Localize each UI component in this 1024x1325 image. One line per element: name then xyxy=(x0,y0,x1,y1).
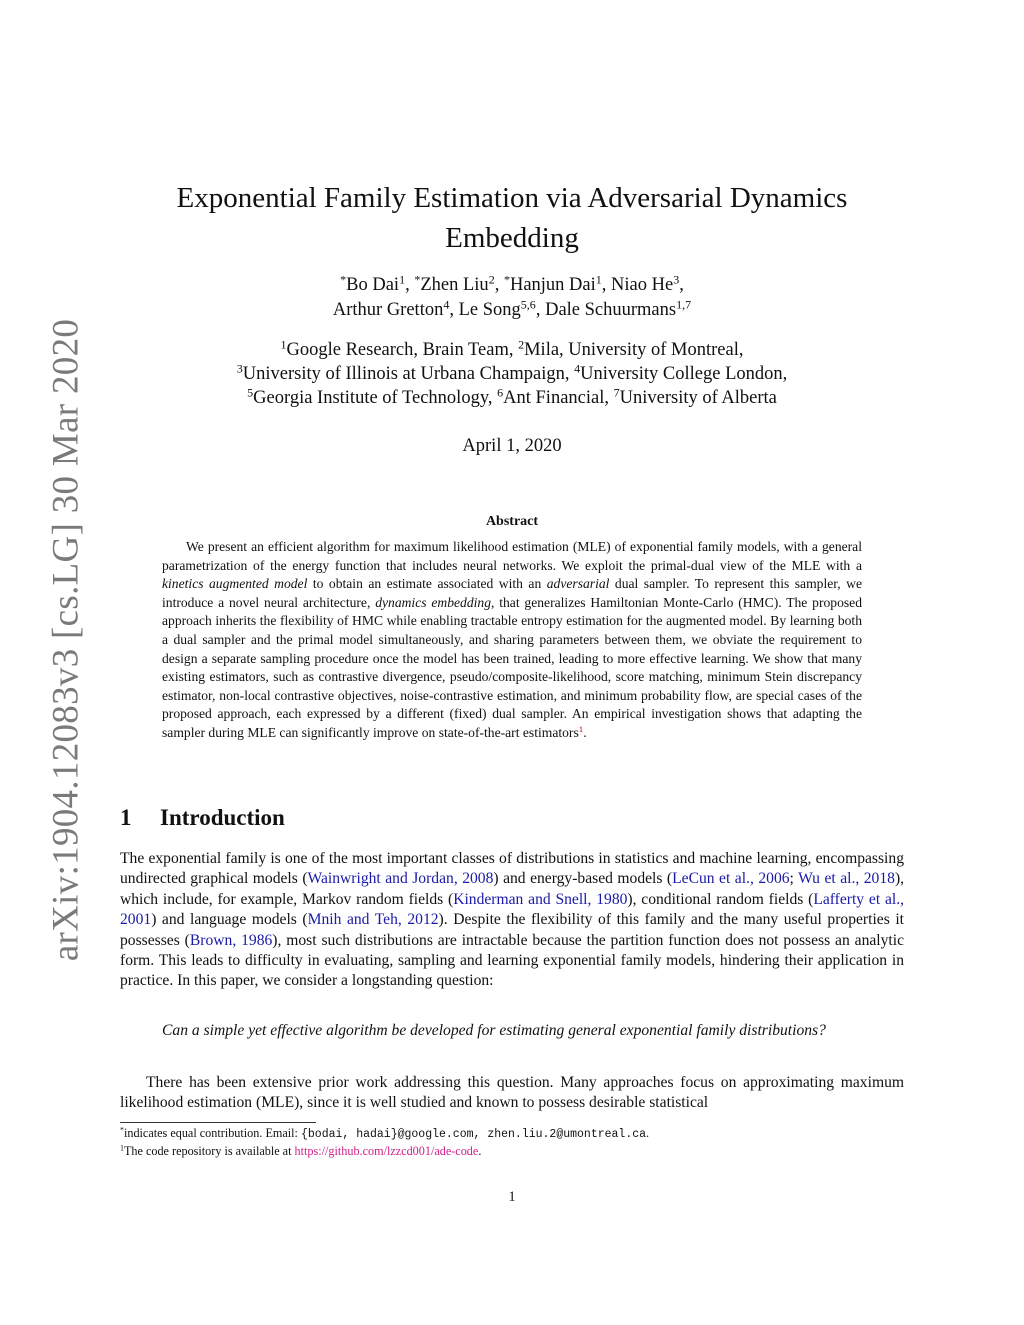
affiliation-number: 3 xyxy=(236,361,243,376)
citation-year: 2001 xyxy=(120,911,152,929)
footnotes xyxy=(120,1125,904,1159)
citation-year: 2006 xyxy=(758,870,790,888)
affiliation-number: 6 xyxy=(497,385,504,400)
body-text: ) and energy-based models ( xyxy=(493,870,673,888)
citation-year: 2018 xyxy=(863,870,895,888)
citation-link[interactable]: Wu et al., 2018 xyxy=(798,870,895,888)
citation-author: Mnih and Teh xyxy=(307,911,398,929)
abstract-text: dual sampler. To represent this sampler, we introduce a novel neural architecture, xyxy=(162,576,862,610)
author-name: Bo Dai xyxy=(346,275,400,295)
affiliation-name: University College London xyxy=(580,364,783,384)
citation-author: LeCun et al. xyxy=(672,870,750,888)
footnote-code-repository xyxy=(120,1143,904,1159)
author-name: Le Song xyxy=(458,300,521,320)
citation-link[interactable]: Kinderman and Snell, 1980 xyxy=(453,890,628,908)
citation-link[interactable]: Lafferty et al., 2001 xyxy=(120,890,905,929)
author-name: Arthur Gretton xyxy=(332,300,444,320)
affiliation-name: Ant Financial xyxy=(503,388,605,408)
author-name: Niao He xyxy=(611,275,674,295)
email-addresses: {bodai, hadai}@google.com, zhen.liu.2@umontreal.ca xyxy=(300,1128,647,1141)
research-question: Can a simple yet effective algorithm be developed for estimating general exponential family distributions? xyxy=(162,1022,826,1039)
footnote-text: . xyxy=(646,1126,650,1140)
abstract-text: We present an efficient algorithm for maximum likelihood estimation (MLE) of exponential family models, with a general parametrization of the energy function that includes neural networks. We exploit the primal-dual view of the MLE with a xyxy=(162,539,862,573)
body-text: The exponential family is one of the most important classes of distributions in statistics and machine learning, encompassing undirected graphical models ( xyxy=(120,850,904,888)
abstract-heading: Abstract xyxy=(485,514,539,529)
citation-year: 2008 xyxy=(462,870,494,888)
body-text: ), most such distributions are intractable because the partition function does not possess an analytic form. This leads to difficulty in evaluating, sampling and learning exponential family models, hindering their application in practice. In this paper, we consider a longstanding question: xyxy=(120,931,904,990)
author-list xyxy=(120,273,904,323)
affiliation-mark: 1,7 xyxy=(676,297,692,312)
affiliation-number: 7 xyxy=(613,385,620,400)
body-text: ), which include, for example, Markov random fields ( xyxy=(120,870,905,908)
author-name: Hanjun Dai xyxy=(509,275,596,295)
footnote-text: . xyxy=(478,1144,482,1158)
footnote-mark: * xyxy=(120,1125,124,1135)
citation-author: Wu et al. xyxy=(798,870,856,888)
affiliation-mark: 2 xyxy=(488,272,495,287)
author-name: Zhen Liu xyxy=(420,275,489,295)
affiliation-mark: 5,6 xyxy=(520,297,536,312)
abstract-paragraph xyxy=(162,538,862,743)
affiliation-mark: 1 xyxy=(399,272,406,287)
body-text: ). Despite the flexibility of this family and the many useful properties it possesses ( xyxy=(120,911,904,949)
section-number: 1 xyxy=(120,805,132,830)
abstract-text: , that generalizes Hamiltonian Monte-Carlo (HMC). The proposed approach inherits the flexibility of HMC while enabling tractable entropy estimation for the augmented model. By learning both a dual sampler and the primal model simultaneously, and sharing parameters between them, we obviate the requirement to design a separate sampling procedure once the model has been trained, leading to more effective learning. We show that many existing estimators, such as contrastive divergence, pseudo/composite-likelihood, score matching, minimum Stein discrepancy estimator, non-local contrastive objectives, noise-contrastive estimation, and minimum probability flow, are special cases of the proposed approach, each expressed by a different (fixed) dual sampler. An empirical investigation shows that adapting the sampler during MLE can significantly improve on state-of-the-art estimators xyxy=(162,594,862,740)
title-line-1: Exponential Family Estimation via Adversarial Dynamics xyxy=(176,182,848,214)
footnote-divider xyxy=(120,1122,316,1123)
equal-contrib-mark: * xyxy=(503,272,510,287)
footnote-text: indicates equal contribution. Email: xyxy=(123,1126,301,1140)
affiliation-mark: 1 xyxy=(595,272,602,287)
citation-author: Lafferty et al. xyxy=(813,890,901,908)
author-line-1: *Bo Dai$^1$, *Zhen Liu$^2$, *Hanjun Dai$^1$, Niao He$^3$, xyxy=(340,272,684,295)
body-text: ) and language models ( xyxy=(151,911,308,929)
second-paragraph xyxy=(120,1073,904,1114)
abstract-emphasis: dynamics embedding xyxy=(375,594,491,610)
abstract-text: to obtain an estimate associated with an xyxy=(307,576,547,592)
arxiv-identifier-sidebar: arXiv:1904.12083v3 [cs.LG] 30 Mar 2020 xyxy=(45,318,87,962)
publication-date: April 1, 2020 xyxy=(462,436,562,456)
affiliation-number: 5 xyxy=(247,385,254,400)
citation-link[interactable]: Mnih and Teh, 2012 xyxy=(307,911,439,929)
citation-year: 2012 xyxy=(407,911,439,929)
page-number: 1 xyxy=(508,1189,516,1205)
citation-year: 1986 xyxy=(241,931,273,949)
citation-link[interactable]: LeCun et al., 2006 xyxy=(672,870,790,888)
citation-year: 1980 xyxy=(596,890,628,908)
affiliation-line-1: $^1$Google Research, Brain Team, $^2$Mila, University of Montreal, xyxy=(280,337,744,360)
equal-contrib-mark: * xyxy=(414,272,421,287)
affiliation-name: Georgia Institute of Technology xyxy=(253,388,488,408)
author-line-2: Arthur Gretton$^4$, Le Song$^{5,6}$, Dale Schuurmans$^{1,7}$ xyxy=(332,297,692,320)
intro-text: The exponential family is one of the most important classes of distributions in statistics and machine learning, encompassing undirected graphical models (Wainwright and Jordan, 2008) and energy-based models (LeCun et al., 2006; Wu et al., 2018), which include, for example, Markov random fields (Kinderman and Snell, 1980), conditional random fields (Lafferty et al., 2001) and language models (Mnih and Teh, 2012). Despite the flexibility of this family and the many useful properties it possesses (Brown, 1986), most such distributions are intractable because the partition function does not possess an analytic form. This leads to difficulty in evaluating, sampling and learning exponential family models, hindering their application in practice. In this paper, we consider a longstanding question: xyxy=(120,850,905,990)
paper-title xyxy=(120,178,904,258)
affiliation-number: 2 xyxy=(518,337,525,352)
affiliation-mark: 3 xyxy=(673,272,680,287)
citation-link[interactable]: Wainwright and Jordan, 2008 xyxy=(307,870,494,888)
equal-contrib-mark: * xyxy=(340,272,347,287)
affiliation-list xyxy=(120,338,904,410)
affiliation-name: Mila, University of Montreal xyxy=(524,340,739,360)
body-text: ), conditional random fields ( xyxy=(627,890,814,908)
affiliation-name: Google Research, Brain Team xyxy=(286,340,509,360)
abstract-text: . xyxy=(583,724,587,740)
section-heading xyxy=(120,805,285,831)
abstract-emphasis: adversarial xyxy=(546,576,610,592)
abstract-emphasis: kinetics augmented model xyxy=(162,576,308,592)
code-repository-link[interactable]: https://github.com/lzzcd001/ade-code xyxy=(294,1144,479,1158)
affiliation-number: 4 xyxy=(574,361,581,376)
affiliation-name: University of Illinois at Urbana Champaign xyxy=(242,364,565,384)
citation-author: Brown xyxy=(189,931,233,949)
title-line-2: Embedding xyxy=(445,222,579,254)
affiliation-number: 1 xyxy=(280,337,287,352)
affiliation-line-2: $^3$University of Illinois at Urbana Champaign, $^4$University College London, xyxy=(236,361,788,384)
footnote-mark: 1 xyxy=(120,1143,124,1153)
intro-paragraph xyxy=(120,849,904,992)
section-title: Introduction xyxy=(160,805,285,830)
citation-link[interactable]: Brown, 1986 xyxy=(189,931,273,949)
footnote-equal-contribution xyxy=(120,1125,904,1143)
abstract-body xyxy=(162,538,862,743)
author-name: Dale Schuurmans xyxy=(545,300,677,320)
citation-author: Wainwright and Jordan xyxy=(307,870,454,888)
citation-author: Kinderman and Snell xyxy=(453,890,588,908)
affiliation-name: University of Alberta xyxy=(619,388,777,408)
footnote-text: The code repository is available at xyxy=(123,1144,295,1158)
affiliation-line-3: $^5$Georgia Institute of Technology, $^6$Ant Financial, $^7$University of Alberta xyxy=(247,385,777,408)
affiliation-mark: 4 xyxy=(443,297,450,312)
footnote-link[interactable]: 1 xyxy=(578,724,584,735)
body-text: There has been extensive prior work addressing this question. Many approaches focus on approximating maximum likelihood estimation (MLE), since it is well studied and known to possess desirable statistical xyxy=(120,1074,904,1112)
